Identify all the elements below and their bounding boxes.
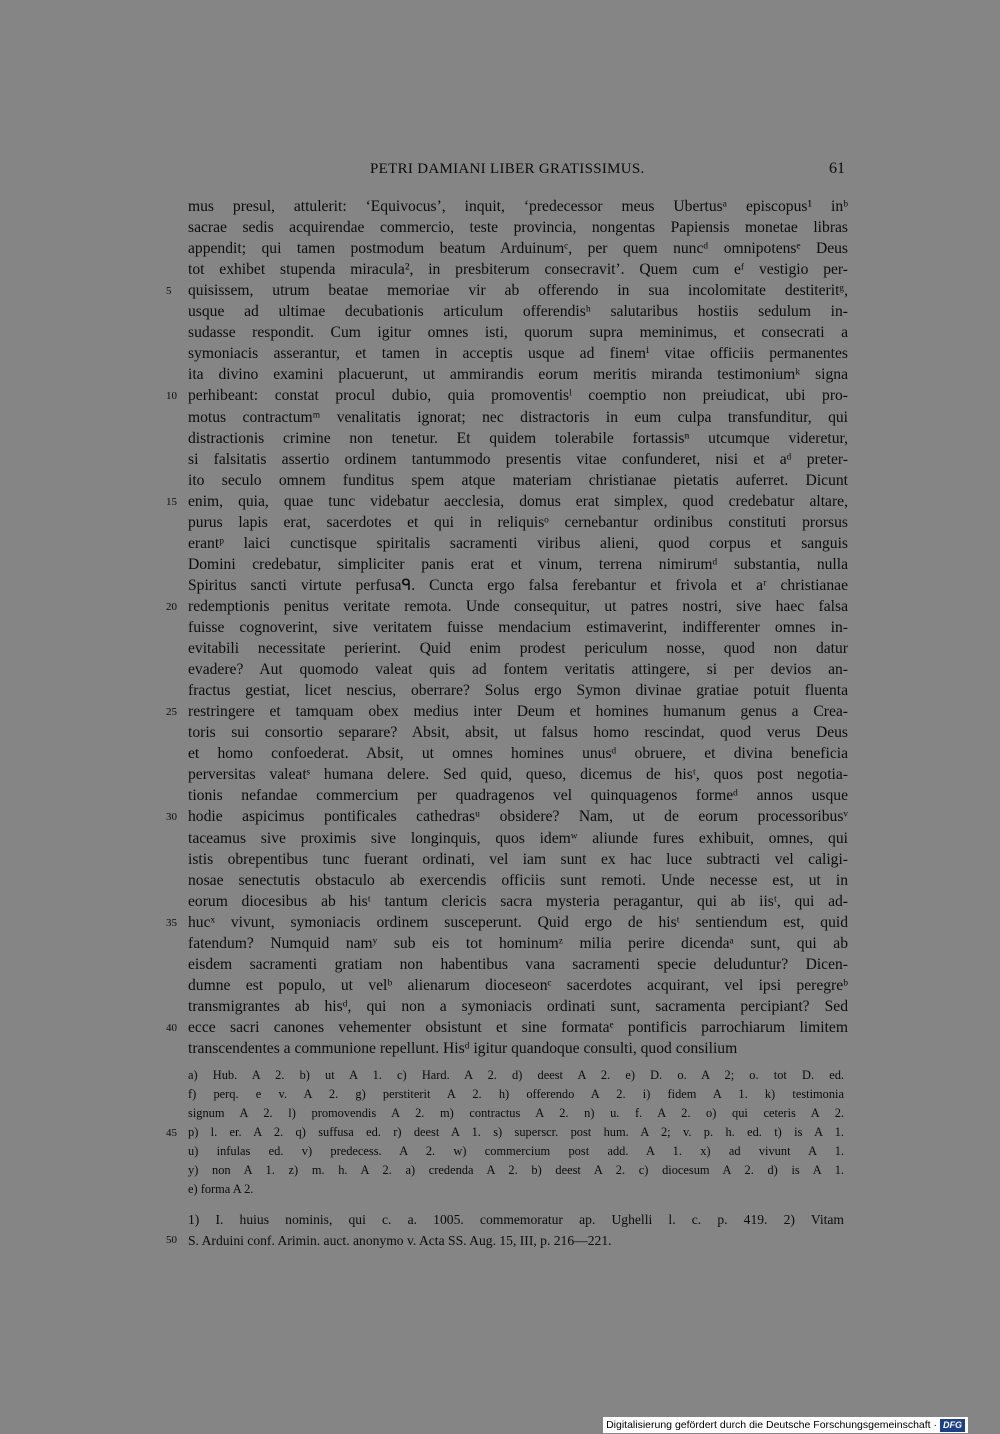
text-line: dumne est populo, ut velᵇ alienarum dioceseonᶜ sacerdotes acquirant, vel ipsi peregreᵇ xyxy=(188,976,848,994)
text-line: appendit; qui tamen postmodum beatum Arduinumᶜ, per quem nuncᵈ omnipotensᵉ Deus xyxy=(188,240,848,258)
text-line: a) Hub. A 2. b) ut A 1. c) Hard. A 2. d) deest A 2. e) D. o. A 2; o. tot D. ed. xyxy=(188,1068,844,1082)
funding-footer xyxy=(603,1417,968,1433)
text-line: p) l. er. A 2. q) suffusa ed. r) deest A 1. s) superscr. post hum. A 2; v. p. h. ed. t) is A 1. xyxy=(188,1125,844,1139)
line-number: 35 xyxy=(166,916,177,929)
text-line: taceamus sive proximis sive longinquis, quos idemʷ aliunde fures exhibuit, omnes, qui xyxy=(188,829,848,847)
text-line: ecce sacri canones vehementer obsistunt et sine formataᵉ pontificis parrochiarum limitem xyxy=(188,1018,848,1036)
text-line: signum A 2. l) promovendis A 2. m) contractus A 2. n) u. f. A 2. o) qui ceteris A 2. xyxy=(188,1106,844,1120)
text-line: f) perq. e v. A 2. g) perstiterit A 2. h) offerendo A 2. i) fidem A 1. k) testimonia xyxy=(188,1087,844,1101)
text-line: tot exhibet stupenda miracula², in presbiterum consecravit’. Quem cum eᶠ vestigio per- xyxy=(188,261,848,279)
text-line: sacrae sedis acquirendae commercio, teste provincia, nongentas Papiensis monetae libras xyxy=(188,219,848,237)
text-line: quisissem, utrum beatae memoriae vir ab offerendo in sua incolomitate destiteritᵍ, xyxy=(188,282,848,300)
text-line: erantᵖ laici cunctisque spiritalis sacramenti viribus alieni, quod corpus et sanguis xyxy=(188,534,848,552)
text-line: ito seculo omnem funditus spem atque materiam christianae pietatis auferret. Dicunt xyxy=(188,471,848,489)
text-line: fractus gestiat, licet nescius, oberrare? Solus ergo Symon divinae gratiae potuit fluenta xyxy=(188,682,848,700)
text-line: transmigrantes ab hisᵈ, qui non a symoniacis ordinati sunt, sacramenta percipiant? Sed xyxy=(188,997,848,1015)
line-number: 5 xyxy=(166,285,172,298)
text-line: perhibeant: constat procul dubio, quia promoventisˡ coemptio non preiudicat, ubi pro- xyxy=(188,387,848,405)
text-line: distractionis crimine non tenetur. Et quidem tolerabile fortassisⁿ utcumque videretur, xyxy=(188,429,848,447)
text-line: mus presul, attulerit: ‘Equivocus’, inquit, ‘predecessor meus Ubertusᵃ episcopus¹ inᵇ xyxy=(188,198,848,215)
line-number: 25 xyxy=(166,706,177,719)
line-number: 40 xyxy=(166,1021,177,1034)
text-line: tionis nefandae commercium per quadragenos vel quinquagenos formeᵈ annos usque xyxy=(188,787,848,805)
line-number: 30 xyxy=(166,811,177,824)
text-line: purus lapis erat, sacerdotes et qui in reliquisᵒ cernebantur ordinibus constituti prorsus xyxy=(188,513,848,531)
text-line: perversitas valeatˢ humana delere. Sed quid, queso, dicemus de hisᵗ, quos post negotia- xyxy=(188,766,848,784)
text-line: ita divino examini placuerunt, ut ammirandis eorum meritis miranda testimoniumᵏ signa xyxy=(188,366,848,384)
text-line: si falsitatis assertio ordinem tantummodo presentis vitae confunderet, nisi et aᵈ preter- xyxy=(188,450,848,468)
text-line: hodie aspicimus pontificales cathedrasᵘ obsidere? Nam, ut de eorum processoribusᵛ xyxy=(188,808,848,826)
text-line: Domini credebatur, simpliciter panis erat et vinum, terrena nimirumᵈ substantia, nulla xyxy=(188,555,848,573)
text-line: nosae senectutis obstaculo ab exercendis officiis sunt remoti. Unde necesse est, ut in xyxy=(188,871,848,889)
dfg-logo-icon: DFG xyxy=(940,1419,965,1432)
text-line: restringere et tamquam obex medius inter Deum et homines humanum genus a Crea- xyxy=(188,703,848,721)
text-line: toris sui consortio separare? Absit, absit, ut falsus homo rescindat, quod verus Deus xyxy=(188,724,848,742)
text-line: Spiritus sancti virtute perfusaᑫ. Cuncta ergo falsa ferebantur et frivola et aʳ christianae xyxy=(188,576,848,594)
text-line: evitabili necessitate perierint. Quid enim prodest periculum nosse, quod non datur xyxy=(188,640,848,658)
text-line: motus contractumᵐ venalitatis ignorat; nec distractoris in eum culpa transfunditur, qui xyxy=(188,408,848,426)
text-line: eisdem sacramenti gratiam non habentibus vana sacramenti specie deluduntur? Dicen- xyxy=(188,955,848,973)
text-line: et homo confoederat. Absit, ut omnes homines unusᵈ obruere, et divina beneficia xyxy=(188,745,848,763)
text-line: fuisse cognoverint, sive veritatem fuisse mendacium estimaverint, indifferenter omnes in- xyxy=(188,619,848,636)
text-line: sudasse respondit. Cum igitur omnes isti, quorum supra meminimus, et consecrati a xyxy=(188,324,848,342)
text-line: redemptionis penitus veritate remota. Unde consequitur, ut patres nostri, sive haec falsa xyxy=(188,597,848,615)
line-number: 50 xyxy=(166,1234,177,1246)
text-line: evadere? Aut quomodo valeat quis ad fontem veritatis attingere, si per devios an- xyxy=(188,661,848,679)
text-line: y) non A 1. z) m. h. A 2. a) credenda A 2. b) deest A 2. c) diocesum A 2. d) is A 1. xyxy=(188,1163,844,1177)
text-line: istis obrepentibus tunc fuerant ordinati, vel iam sunt ex hac luce subtracti vel caligi- xyxy=(188,850,848,868)
text-line: eorum diocesibus ab hisᵗ tantum clericis sacra mysteria peragantur, qui ab iisᵗ, qui ad- xyxy=(188,892,848,910)
line-number: 45 xyxy=(166,1127,177,1139)
line-number: 20 xyxy=(166,600,177,613)
text-line: usque ad ultimae decubationis articulum offerendisʰ salutaribus hostiis sedulum in- xyxy=(188,303,848,321)
text-line: e) forma A 2. xyxy=(188,1182,254,1196)
funding-text: Digitalisierung gefördert durch die Deutsche Forschungsgemeinschaft · xyxy=(606,1419,937,1431)
text-line: 1) I. huius nominis, qui c. a. 1005. commemoratur ap. Ughelli l. c. p. 419. 2) Vitam xyxy=(188,1212,844,1227)
text-line: hucˣ vivunt, symoniacis ordinem susceperunt. Quid ergo de hisᵗ sentiendum est, quid xyxy=(188,913,848,931)
text-line: transcendentes a communione repellunt. Hisᵈ igitur quandoque consulti, quod consilium xyxy=(188,1040,738,1057)
text-line: fatendum? Numquid namʸ sub eis tot hominumᶻ milia perire dicendaᵃ sunt, qui ab xyxy=(188,934,848,952)
text-line: u) infulas ed. v) predecess. A 2. w) commercium post add. A 1. x) ad vivunt A 1. xyxy=(188,1144,844,1158)
page-number: 61 xyxy=(829,160,845,177)
text-line: S. Arduini conf. Arimin. auct. anonymo v. Acta SS. Aug. 15, III, p. 216—221. xyxy=(188,1233,612,1248)
line-number: 15 xyxy=(166,495,177,508)
text-line: symoniacis asserantur, et tamen in acceptis usque ad finemⁱ vitae officiis permanentes xyxy=(188,345,848,363)
line-number: 10 xyxy=(166,390,177,403)
running-title: PETRI DAMIANI LIBER GRATISSIMUS. xyxy=(370,161,645,177)
text-line: enim, quia, quae tunc videbatur aecclesia, domus erat simplex, quod credebatur altare, xyxy=(188,492,848,510)
